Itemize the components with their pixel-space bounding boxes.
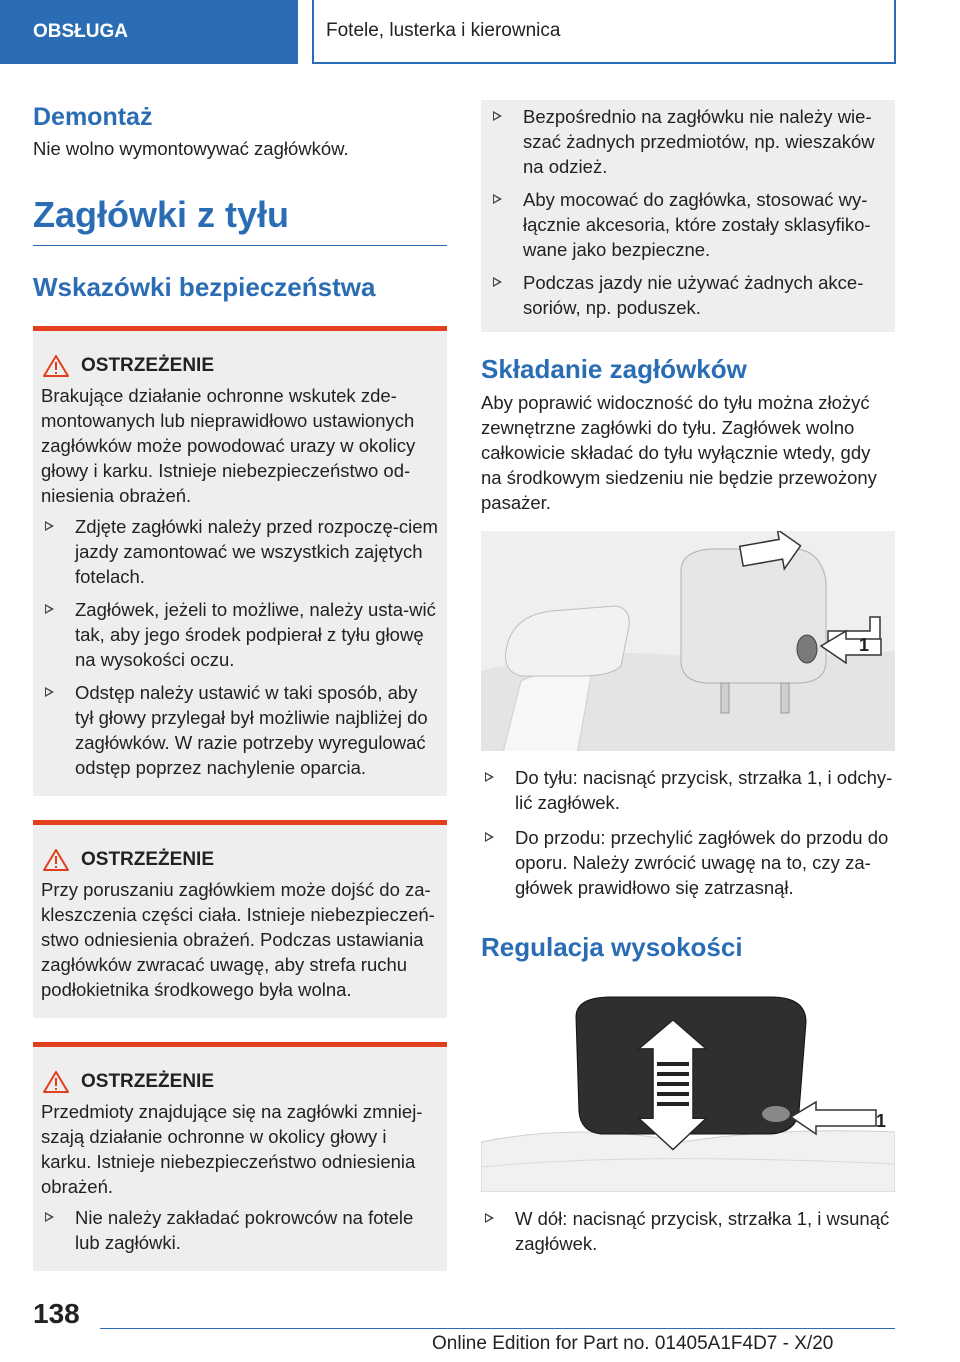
- list-item: Odstęp należy ustawić w taki sposób, aby tył głowy przylegał był możliwie najbliżej do zagłówków. W razie potrzeby wyregulować odstęp poprzez nachylenie oparcia.: [41, 680, 439, 780]
- footer-rule: [100, 1328, 895, 1329]
- header-chapter-label: [312, 0, 896, 64]
- warning-triangle-icon: [43, 849, 69, 871]
- headrest-fold-illustration: [481, 531, 895, 751]
- list-item: Do przodu: przechylić zagłówek do przodu do oporu. Należy zwrócić uwagę na to, czy za-główek prawidłowo się zatrzasnął.: [481, 825, 895, 900]
- list-item: Do tyłu: nacisnąć przycisk, strzałka 1, i odchy-lić zagłówek.: [481, 765, 895, 815]
- right-column: [481, 100, 895, 1256]
- list-item: Bezpośrednio na zagłówku nie należy wie-szać żadnych przedmiotów, np. wieszaków na odzież.: [489, 104, 887, 179]
- safety-heading: Wskazówki bezpieczeństwa: [33, 272, 376, 302]
- bullet-triangle-icon: [493, 111, 502, 121]
- warning-title-text: OSTRZEŻENIE: [81, 1071, 215, 1092]
- demontaz-heading: Demontaż: [33, 103, 153, 131]
- warning-triangle-icon: [43, 355, 69, 377]
- warning-title-2: [41, 849, 439, 871]
- callout-number-1: 1: [859, 635, 870, 655]
- warning-title-3: [41, 1071, 439, 1093]
- list-item: W dół: nacisnąć przycisk, strzałka 1, i wsunąć zagłówek.: [481, 1206, 895, 1256]
- bullet-triangle-icon: [45, 604, 54, 614]
- left-column: [33, 100, 447, 1271]
- bullet-triangle-icon: [45, 521, 54, 531]
- list-item: Nie należy zakładać pokrowców na fotele lub zagłówki.: [41, 1205, 439, 1255]
- headrest-height-image: [481, 992, 895, 1192]
- header-section-label: [0, 0, 298, 64]
- warning-title-text: OSTRZEŻENIE: [81, 849, 215, 870]
- callout-number-1: 1: [876, 1111, 887, 1131]
- headrest-height-illustration: [481, 992, 895, 1192]
- warning-box-1: [33, 326, 447, 796]
- main-heading: Zagłówki z tyłu: [33, 194, 290, 235]
- warning-box-2: [33, 820, 447, 1018]
- bullet-triangle-icon: [485, 772, 494, 782]
- list-item: Zdjęte zagłówki należy przed rozpoczę-ciem jazdy zamontować we wszystkich zajętych fotelach.: [41, 514, 439, 589]
- list-item: Aby mocować do zagłówka, stosować wy-łącznie akcesoria, które zostały sklasyfiko-wane jako bezpieczne.: [489, 187, 887, 262]
- headrest-fold-image: [481, 531, 895, 751]
- warning-text: Przedmioty znajdujące się na zagłówki zmniej-szają działanie ochronne w okolicy głowy i karku. Istnieje niebezpieczeństwo odniesienia obrażeń.: [41, 1101, 423, 1197]
- warning-title-text: OSTRZEŻENIE: [81, 355, 215, 376]
- folding-list: [481, 765, 895, 900]
- folding-heading: Składanie zagłówków: [481, 354, 747, 384]
- height-heading: Regulacja wysokości: [481, 932, 743, 962]
- warning-text: Przy poruszaniu zagłówkiem może dojść do za-kleszczenia części ciała. Istnieje niebezpieczeń-stwo odniesienia obrażeń. Podczas ustawiania zagłówków zwracać uwagę, aby strefa ruchu podłokietnika środkowego była wolna.: [41, 879, 435, 1000]
- page-number: 138: [33, 1298, 80, 1329]
- bullet-triangle-icon: [485, 832, 494, 842]
- warning-list-1: [41, 514, 439, 780]
- continued-warning-box: [481, 100, 895, 332]
- warning-box-3: [33, 1042, 447, 1271]
- warning-triangle-icon: [43, 1071, 69, 1093]
- chapter-title: Fotele, lusterka i kierownica: [326, 20, 561, 41]
- list-item: Zagłówek, jeżeli to możliwe, należy usta-wić tak, aby jego środek podpierał z tyłu głowę na wysokości oczu.: [41, 597, 439, 672]
- bullet-triangle-icon: [493, 194, 502, 204]
- bullet-triangle-icon: [45, 687, 54, 697]
- continued-warning-list: [489, 104, 887, 320]
- section-title: OBSŁUGA: [33, 21, 128, 42]
- bullet-triangle-icon: [45, 1212, 54, 1222]
- height-list: [481, 1206, 895, 1256]
- warning-title-1: [41, 355, 439, 377]
- bullet-triangle-icon: [493, 277, 502, 287]
- bullet-triangle-icon: [485, 1213, 494, 1223]
- footer-edition: Online Edition for Part no. 01405A1F4D7 - X/20: [432, 1333, 834, 1354]
- list-item: Podczas jazdy nie używać żadnych akce-soriów, np. poduszek.: [489, 270, 887, 320]
- demontaz-text: Nie wolno wymontowywać zagłówków.: [33, 138, 349, 159]
- folding-text: Aby poprawić widoczność do tyłu można złożyć zewnętrzne zagłówki do tyłu. Zagłówek wolno całkowicie składać do tyłu wyłącznie wtedy, gdy na środkowym siedzeniu nie będzie przewożony pasażer.: [481, 392, 877, 513]
- main-heading-block: [33, 191, 447, 246]
- warning-list-3: [41, 1205, 439, 1255]
- warning-text: Brakujące działanie ochronne wskutek zde-montowanych lub nieprawidłowo ustawionych zagłówków może powodować urazy w okolicy głowy i karku. Istnieje niebezpieczeństwo od-niesienia obrażeń.: [41, 385, 416, 506]
